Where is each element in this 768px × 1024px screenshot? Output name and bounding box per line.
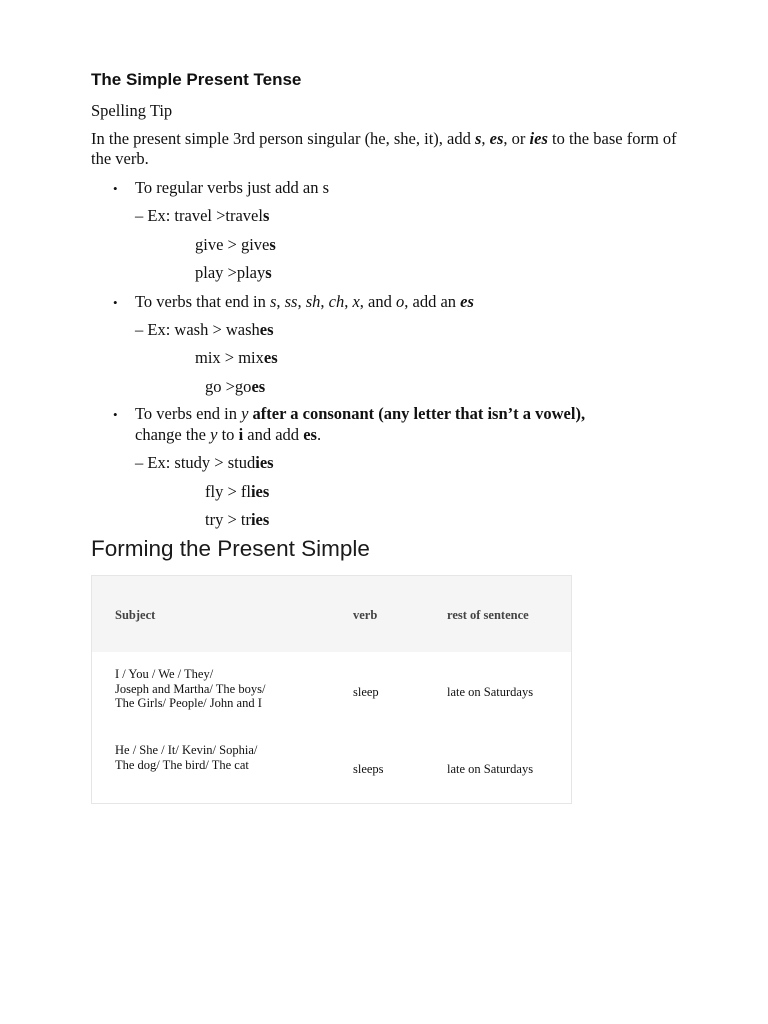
example-line: play >plays [195,263,272,282]
intro-comma: , [481,129,490,148]
example-line: mix > mixes [195,348,278,367]
table-cell-verb: sleep [353,685,379,699]
rule-2-text: To verbs that end in s, ss, sh, ch, x, and o, add an es [135,292,474,311]
intro-paragraph [91,129,681,169]
table-cell-rest: late on Saturdays [447,762,534,776]
intro-ies: ies [529,129,548,148]
intro-s: s [475,129,482,148]
example-line: – Ex: study > studies [135,453,274,472]
column-header-verb: verb [353,608,378,622]
rule-3-text-continued: change the y to i and add es. [135,425,322,444]
intro-es: es [489,129,504,148]
section-heading: Forming the Present Simple [91,536,370,561]
bullet-icon: • [113,407,118,422]
column-header-rest: rest of sentence [447,608,529,622]
page-title: The Simple Present Tense [91,70,302,89]
table-cell-rest: late on Saturdays [447,685,534,699]
example-line: give > gives [195,235,276,254]
spelling-tip-subtitle: Spelling Tip [91,101,173,120]
rule-1-text: To regular verbs just add an s [135,178,330,197]
rule-3-text: To verbs end in y after a consonant (any letter that isn’t a vowel), [135,404,586,423]
intro-text: In the present simple 3rd person singular (he, she, it), add [91,129,475,148]
table-cell-verb: sleeps [353,762,384,776]
example-line: go >goes [205,377,266,396]
example-line: fly > flies [205,482,270,501]
intro-comma: , or [503,129,530,148]
intro-text: to the base form of the verb. [91,129,677,168]
bullet-icon: • [113,295,118,310]
bullet-icon: • [113,181,118,196]
table-cell-subject: I / You / We / They/ Joseph and Martha/ The boys/ The Girls/ People/ John and I [115,667,266,710]
example-line: – Ex: travel >travels [135,206,270,225]
example-line: – Ex: wash > washes [135,320,274,339]
conjugation-table [91,575,572,804]
table-cell-subject: He / She / It/ Kevin/ Sophia/ The dog/ The bird/ The cat [115,743,258,772]
example-line: try > tries [205,510,270,529]
column-header-subject: Subject [115,608,156,622]
